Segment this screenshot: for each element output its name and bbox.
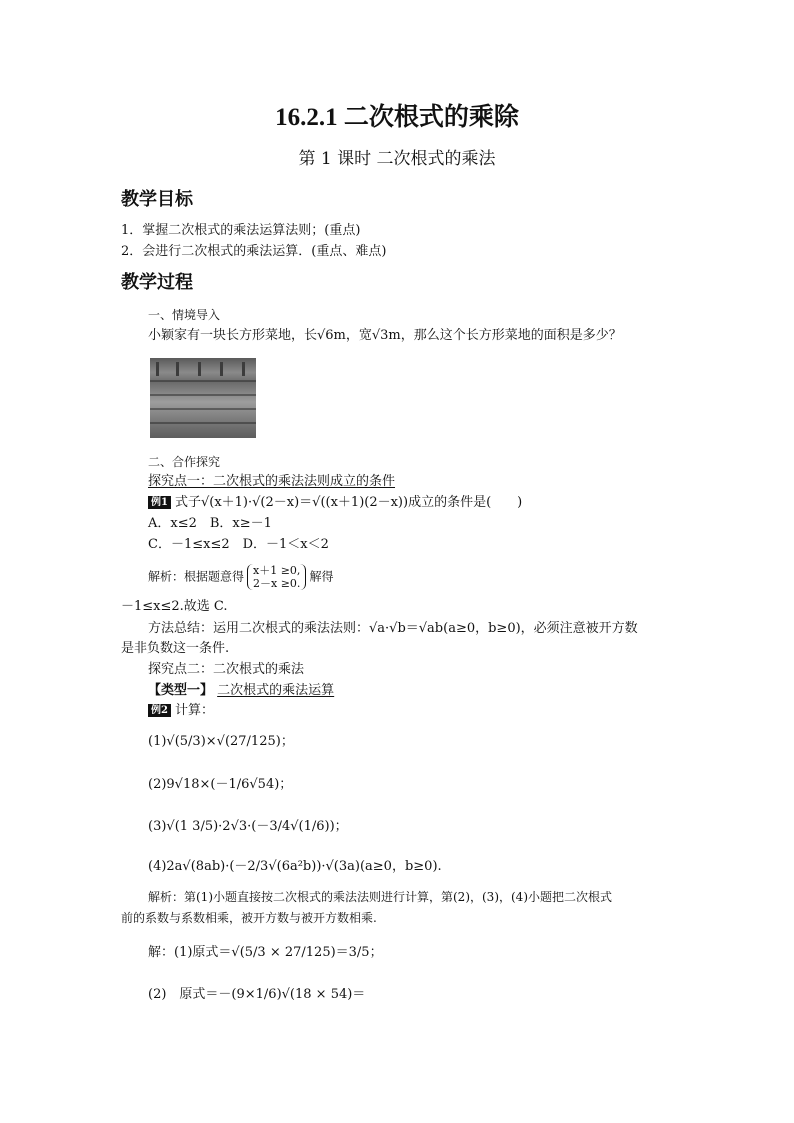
analysis-1-conclusion: －1≤x≤2.故选 C.	[121, 599, 228, 614]
example-2-badge: 例2	[148, 704, 171, 717]
solution-1: 解：(1)原式＝√(5/3 × 27/125)＝3/5；	[148, 945, 383, 960]
goals-heading: 教学目标	[121, 189, 193, 210]
example-1-text: 式子√(x＋1)·√(2－x)＝√((x＋1)(2－x))成立的条件是( )	[174, 495, 523, 510]
intro-heading: 一、情境导入	[148, 308, 221, 322]
intro-text: 小颖家有一块长方形菜地，长√6m，宽√3m，那么这个长方形菜地的面积是多少？	[148, 328, 622, 343]
vegetable-field-photo	[150, 358, 256, 438]
analysis-1	[148, 564, 333, 590]
analysis-2-line-2: 前的系数与系数相乘，被开方数与被开方数相乘.	[121, 911, 377, 925]
example-1	[148, 494, 522, 512]
solution-2: (2) 原式＝－(9×1/6)√(18 × 54)＝	[148, 987, 366, 1002]
explore-heading: 二、合作探究	[148, 455, 221, 469]
page-subtitle: 第 1 课时 二次根式的乘法	[298, 149, 496, 169]
calc-3: (3)√(1 3/5)·2√3·(－3/4√(1/6))；	[148, 819, 348, 834]
example-2	[148, 702, 214, 720]
process-heading: 教学过程	[121, 272, 193, 293]
analysis-1-lead: 解析：根据题意得	[148, 569, 245, 584]
explore-point-2: 探究点二：二次根式的乘法	[148, 662, 305, 677]
example-2-text: 计算：	[174, 703, 214, 718]
page-title: 16.2.1 二次根式的乘除	[275, 104, 519, 131]
analysis-1-solve: 解得	[309, 569, 334, 584]
method-summary-line-1: 方法总结：运用二次根式的乘法法则：√a·√b＝√ab(a≥0，b≥0)，必须注意被开方数	[148, 621, 638, 636]
explore-point-1: 探究点一：二次根式的乘法法则成立的条件	[148, 474, 396, 489]
calc-2: (2)9√18×(－1/6√54)；	[148, 777, 293, 792]
analysis-2-line-1: 解析：第(1)小题直接按二次根式的乘法法则进行计算，第(2)，(3)，(4)小题把二次根式	[148, 890, 612, 904]
type-1-title: 二次根式的乘法运算	[217, 683, 335, 698]
inequality-system	[247, 564, 306, 590]
inequality-1: x＋1 ≥0,	[253, 564, 301, 577]
type-1	[148, 682, 334, 700]
inequality-2: 2－x ≥0.	[253, 577, 301, 590]
example-1-options-cd: C．－1≤x≤2 D．－1＜x＜2	[148, 537, 329, 552]
example-1-badge: 例1	[148, 496, 171, 509]
goal-item-1: 1．掌握二次根式的乘法运算法则；(重点)	[121, 223, 361, 238]
method-summary-line-2: 是非负数这一条件.	[121, 641, 230, 656]
calc-4: (4)2a√(8ab)·(－2/3√(6a²b))·√(3a)(a≥0，b≥0).	[148, 859, 442, 874]
example-1-options-ab: A．x≤2 B．x≥－1	[148, 516, 272, 531]
type-1-tag: 【类型一】	[148, 683, 214, 698]
goal-item-2: 2．会进行二次根式的乘法运算．(重点、难点)	[121, 244, 387, 259]
calc-1: (1)√(5/3)×√(27/125)；	[148, 734, 294, 749]
